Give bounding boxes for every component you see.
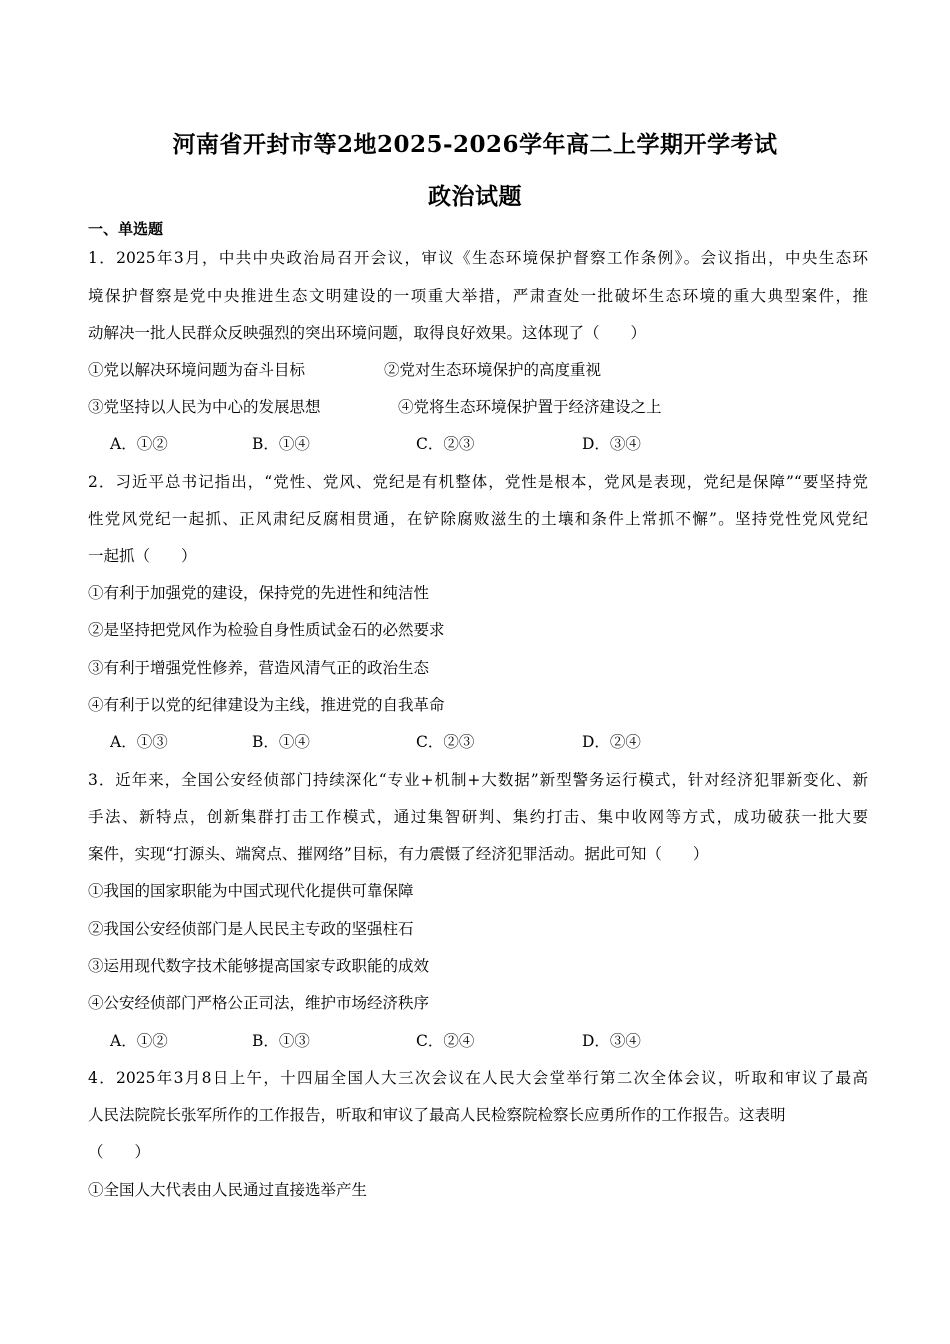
q1-answer-a[interactable]: A．①② <box>110 435 168 453</box>
q2-option: ②是坚持把党风作为检验自身性质试金石的必然要求 <box>88 621 445 639</box>
q3-answer-c[interactable]: C．②④ <box>416 1032 475 1050</box>
q2-stem-line: 性党风党纪一起抓、正风肃纪反腐相贯通，在铲除腐败滋生的土壤和条件上常抓不懈”。坚持党性党风党纪 <box>88 510 868 528</box>
q1-stem-line: 境保护督察是党中央推进生态文明建设的一项重大举措，严肃查处一批破坏生态环境的重大典型案件，推 <box>88 287 868 305</box>
q2-answer-c[interactable]: C．②③ <box>416 733 475 751</box>
q1-answer-d[interactable]: D．③④ <box>582 435 641 453</box>
q4-option: ①全国人大代表由人民通过直接选举产生 <box>88 1181 368 1199</box>
q2-answer-a[interactable]: A．①③ <box>110 733 168 751</box>
section-heading: 一、单选题 <box>88 220 164 238</box>
q1-option-row <box>88 360 868 380</box>
q3-stem-line: 案件，实现“打源头、端窝点、摧网络”目标，有力震慑了经济犯罪活动。据此可知（ ） <box>88 845 709 863</box>
q1-option: ④党将生态环境保护置于经济建设之上 <box>398 398 662 416</box>
q1-option-row <box>88 397 868 417</box>
q4-stem-line: 4．2025年3月8日上午，十四届全国人大三次会议在人民大会堂举行第二次全体会议，听取和审议了最高 <box>88 1069 868 1087</box>
q2-option: ③有利于增强党性修养，营造风清气正的政治生态 <box>88 659 430 677</box>
q1-stem-line: 1．2025年3月，中共中央政治局召开会议，审议《生态环境保护督察工作条例》。会议指出，中央生态环 <box>88 249 868 267</box>
q1-option: ②党对生态环境保护的高度重视 <box>384 361 602 379</box>
q3-option: ①我国的国家职能为中国式现代化提供可靠保障 <box>88 882 414 900</box>
q1-answer-b[interactable]: B．①④ <box>252 435 310 453</box>
q4-stem-line: （ ） <box>88 1143 151 1161</box>
q1-option: ①党以解决环境问题为奋斗目标 <box>88 361 306 379</box>
q1-option: ③党坚持以人民为中心的发展思想 <box>88 398 321 416</box>
q3-answer-b[interactable]: B．①③ <box>252 1032 310 1050</box>
q3-option: ④公安经侦部门严格公正司法，维护市场经济秩序 <box>88 994 430 1012</box>
q3-stem-line: 手法、新特点，创新集群打击工作模式，通过集智研判、集约打击、集中收网等方式，成功破获一批大要 <box>88 808 868 826</box>
exam-subtitle: 政治试题 <box>428 183 522 210</box>
q2-stem-line: 一起抓（ ） <box>88 547 197 565</box>
q2-answer-b[interactable]: B．①④ <box>252 733 310 751</box>
q3-stem-line: 3．近年来，全国公安经侦部门持续深化“专业+机制+大数据”新型警务运行模式，针对经济犯罪新变化、新 <box>88 771 868 789</box>
q3-answer-d[interactable]: D．③④ <box>582 1032 641 1050</box>
q1-stem-line: 动解决一批人民群众反映强烈的突出环境问题，取得良好效果。这体现了（ ） <box>88 324 647 342</box>
q2-answer-d[interactable]: D．②④ <box>582 733 641 751</box>
q2-option: ④有利于以党的纪律建设为主线，推进党的自我革命 <box>88 696 445 714</box>
q3-answer-a[interactable]: A．①② <box>110 1032 168 1050</box>
q3-option: ②我国公安经侦部门是人民民主专政的坚强柱石 <box>88 920 414 938</box>
exam-title: 河南省开封市等2地2025-2026学年高二上学期开学考试 <box>172 131 778 158</box>
q3-option: ③运用现代数字技术能够提高国家专政职能的成效 <box>88 957 430 975</box>
q2-stem-line: 2．习近平总书记指出，“党性、党风、党纪是有机整体，党性是根本，党风是表现，党纪是保障”“要坚持党 <box>88 473 868 491</box>
q2-option: ①有利于加强党的建设，保持党的先进性和纯洁性 <box>88 584 430 602</box>
q1-answer-c[interactable]: C．②③ <box>416 435 475 453</box>
q4-stem-line: 人民法院院长张军所作的工作报告，听取和审议了最高人民检察院检察长应勇所作的工作报告。这表明 <box>88 1106 786 1124</box>
